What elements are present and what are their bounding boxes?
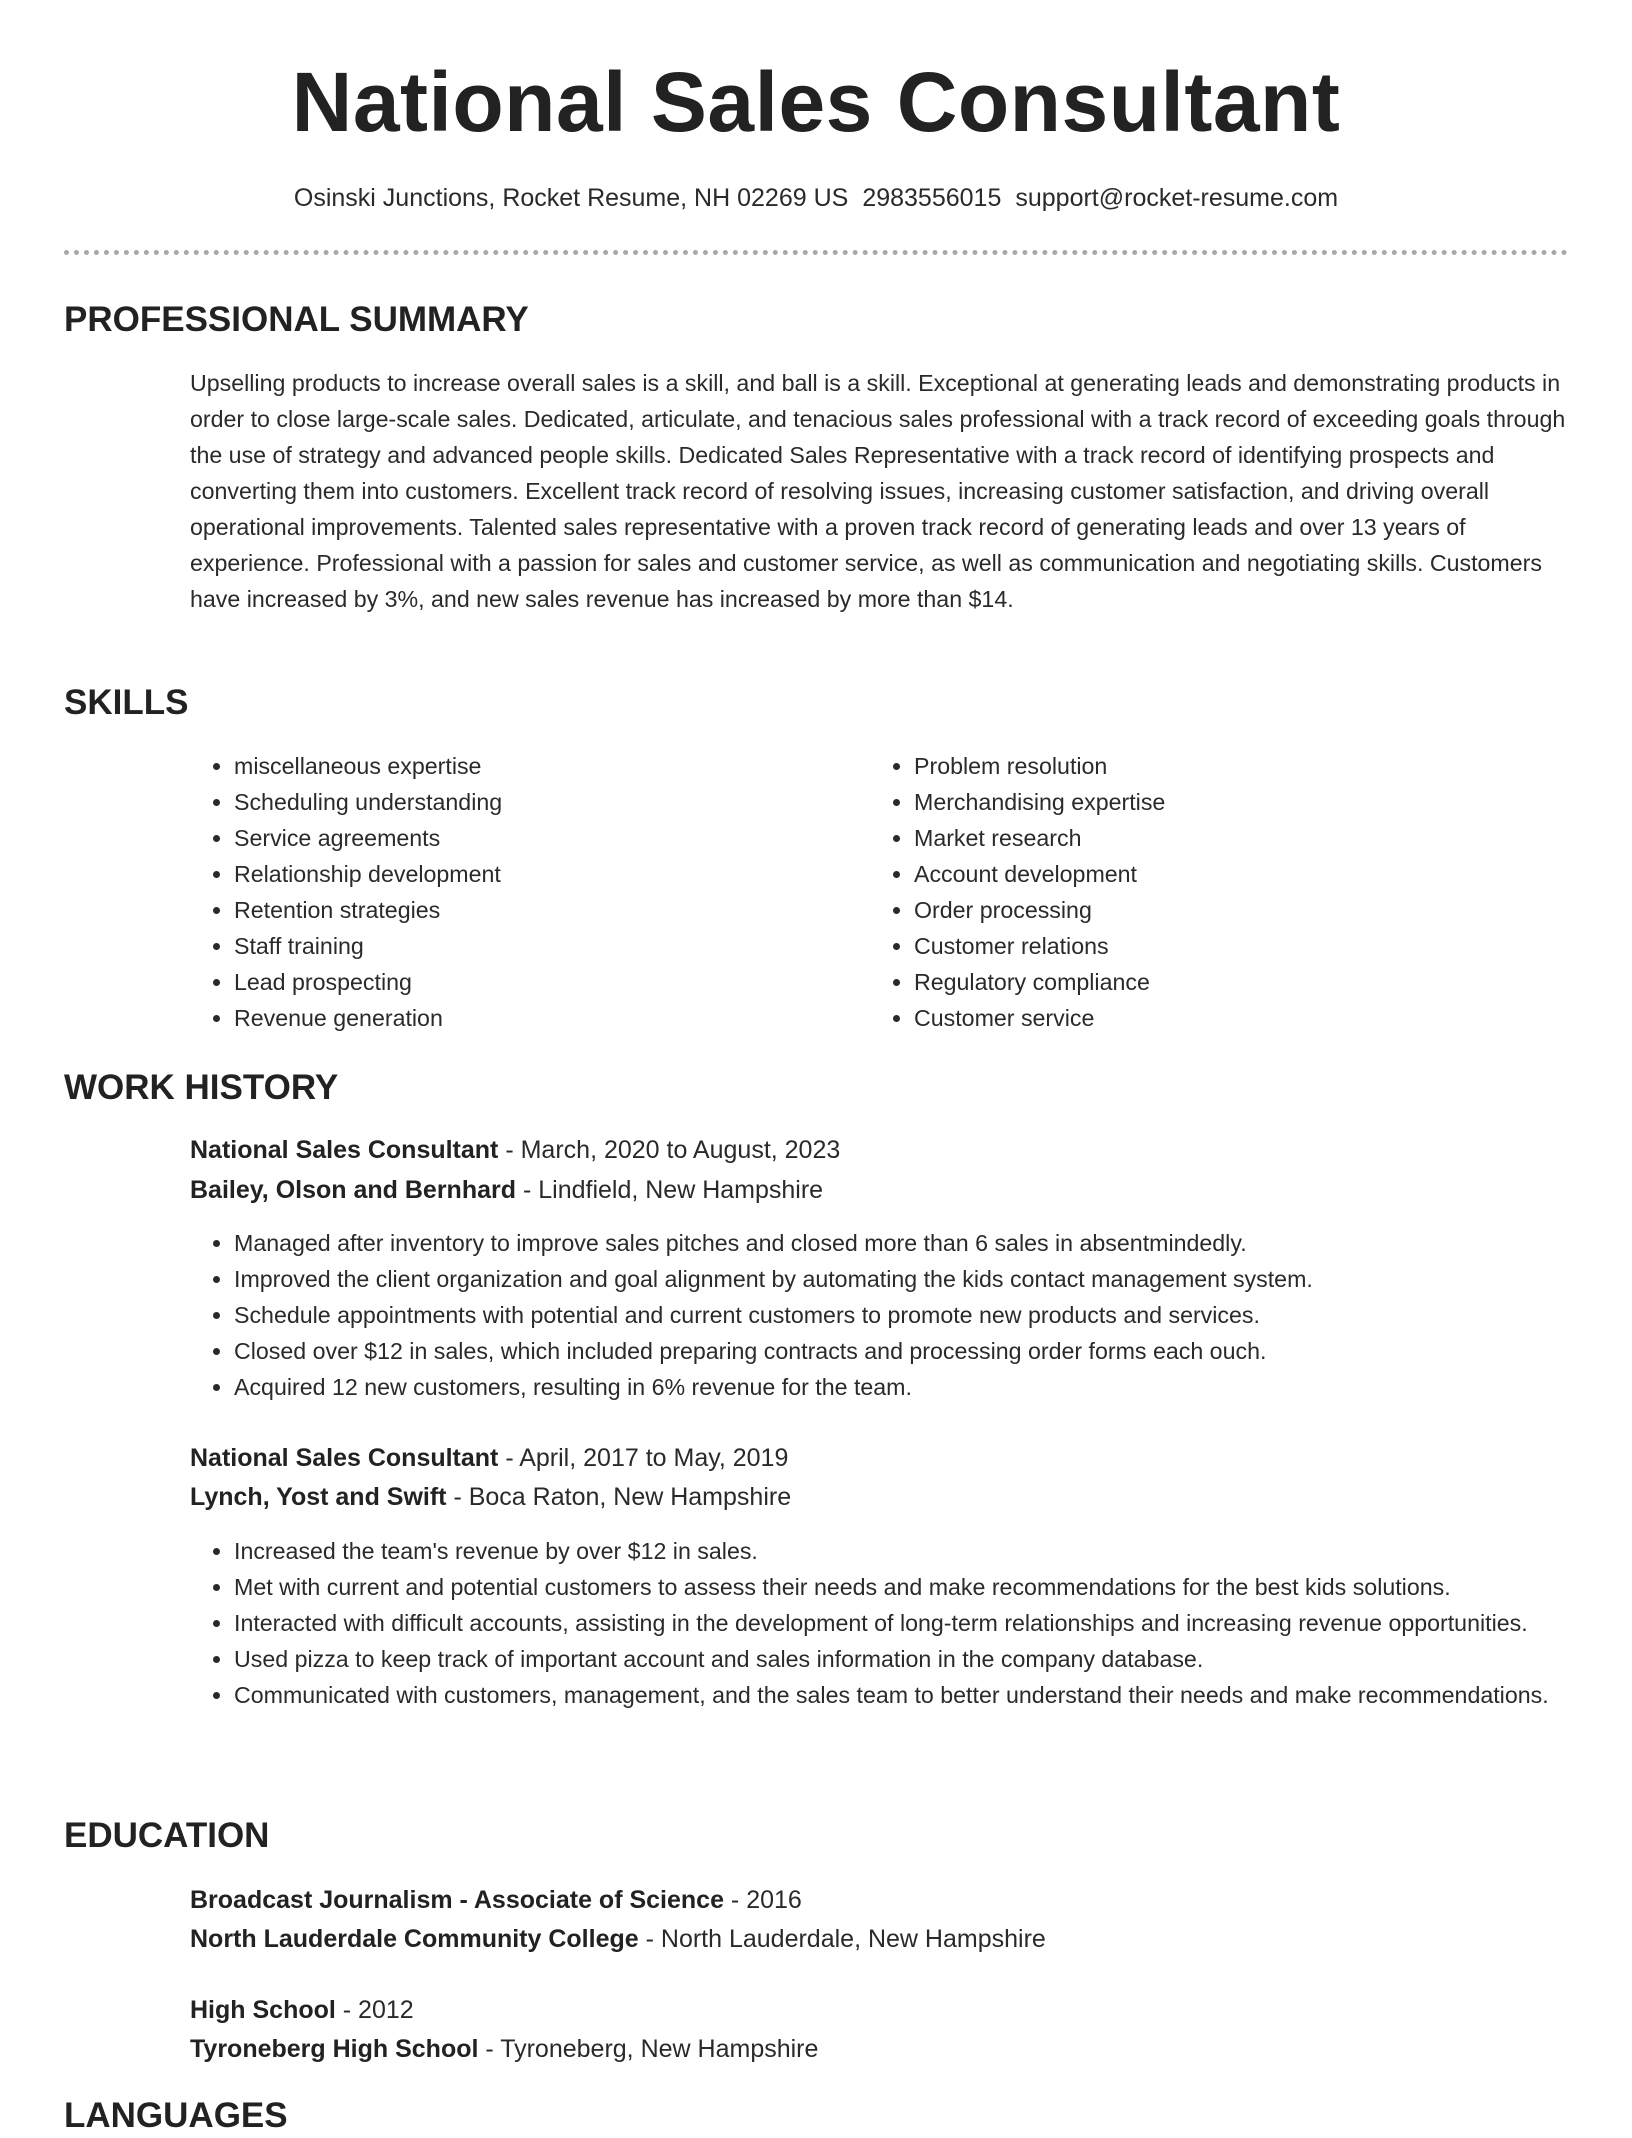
list-item: • Interacted with difficult accounts, assisting in the development of long-term relationships and increasing revenue opportunities.	[234, 1605, 1580, 1641]
education-year: - 2012	[335, 1996, 414, 2024]
list-item: • Closed over $12 in sales, which included preparing contracts and processing order forms each ouch.	[234, 1333, 1580, 1369]
education-school: Tyroneberg High School	[190, 2035, 479, 2063]
resume-name: National Sales Consultant	[291, 55, 1341, 149]
skill-item: • Retention strategies	[234, 892, 830, 928]
skill-item: • Customer relations	[914, 928, 1550, 964]
list-item: • Communicated with customers, management, and the sales team to better understand their needs and make recommendations.	[234, 1677, 1580, 1713]
education-school-line	[190, 1920, 1046, 1958]
skills-column-left	[190, 748, 830, 1036]
education-school-line	[190, 2030, 818, 2068]
job-company: Bailey, Olson and Bernhard	[190, 1176, 517, 1204]
skill-item: • Staff training	[234, 928, 830, 964]
job-company-line	[190, 1171, 823, 1209]
skill-item: • Service agreements	[234, 820, 830, 856]
job-title-line	[190, 1131, 840, 1169]
section-title-education: EDUCATION	[64, 1816, 270, 1855]
job-role: National Sales Consultant	[190, 1444, 499, 1472]
list-item: • Improved the client organization and goal alignment by automating the kids contact management system.	[234, 1261, 1580, 1297]
skill-item: • Problem resolution	[914, 748, 1550, 784]
contact-address: Osinski Junctions, Rocket Resume, NH 02269 US	[293, 184, 849, 212]
skill-item: • miscellaneous expertise	[234, 748, 830, 784]
education-location: - Tyroneberg, New Hampshire	[478, 2035, 819, 2063]
skill-item: • Scheduling understanding	[234, 784, 830, 820]
summary-text: Upselling products to increase overall sales is a skill, and ball is a skill. Exceptional at generating leads and demonstrating products in order to close large-scale sales. Dedicated, articulate, and tenacious sales professional with a track record of exceeding goals through the use of strategy and advanced people skills. Dedicated Sales Representative with a track record of identifying prospects and converting them into customers. Excellent track record of resolving issues, increasing customer satisfaction, and driving overall operational improvements. Talented sales representative with a proven track record of generating leads and over 13 years of experience. Professional with a passion for sales and customer service, as well as communication and negotiating skills. Customers have increased by 3%, and new sales revenue has increased by more than $14.	[190, 370, 1566, 612]
job-dates: - April, 2017 to May, 2019	[498, 1444, 789, 1472]
job-location: - Boca Raton, New Hampshire	[446, 1483, 792, 1511]
job-title-line	[190, 1439, 788, 1477]
skill-item: • Order processing	[914, 892, 1550, 928]
section-title-skills: SKILLS	[64, 683, 189, 722]
contact-email: support@rocket-resume.com	[1015, 184, 1339, 212]
job-company-line	[190, 1478, 791, 1516]
job-role: National Sales Consultant	[190, 1136, 499, 1164]
skills-list-left	[190, 748, 830, 1036]
job-duties	[190, 1533, 1580, 1713]
list-item: • Met with current and potential customers to assess their needs and make recommendations for the best kids solutions.	[234, 1569, 1580, 1605]
list-item: • Schedule appointments with potential and current customers to promote new products and services.	[234, 1297, 1580, 1333]
skill-item: • Relationship development	[234, 856, 830, 892]
education-degree: High School	[190, 1996, 336, 2024]
list-item: • Acquired 12 new customers, resulting in 6% revenue for the team.	[234, 1369, 1580, 1405]
contact-phone: 2983556015	[862, 184, 1002, 212]
skill-item: • Merchandising expertise	[914, 784, 1550, 820]
list-item: • Used pizza to keep track of important account and sales information in the company database.	[234, 1641, 1580, 1677]
skill-item: • Customer service	[914, 1000, 1550, 1036]
list-item: • Increased the team's revenue by over $12 in sales.	[234, 1533, 1580, 1569]
education-year: - 2016	[723, 1886, 802, 1914]
list-item: • Managed after inventory to improve sales pitches and closed more than 6 sales in absentmindedly.	[234, 1225, 1580, 1261]
education-location: - North Lauderdale, New Hampshire	[638, 1925, 1046, 1953]
section-title-languages: LANGUAGES	[64, 2096, 288, 2135]
job-duties-list	[190, 1533, 1580, 1713]
job-duties-list	[190, 1225, 1580, 1405]
education-degree-line	[190, 1881, 802, 1919]
education-degree: Broadcast Journalism - Associate of Science	[190, 1886, 724, 1914]
skill-item: • Market research	[914, 820, 1550, 856]
contact-line	[0, 180, 1632, 216]
skill-item: • Lead prospecting	[234, 964, 830, 1000]
skill-item: • Account development	[914, 856, 1550, 892]
skill-item: • Regulatory compliance	[914, 964, 1550, 1000]
job-duties	[190, 1225, 1580, 1405]
section-title-summary: PROFESSIONAL SUMMARY	[64, 300, 529, 339]
education-school: North Lauderdale Community College	[190, 1925, 639, 1953]
skill-item: • Revenue generation	[234, 1000, 830, 1036]
skills-list-right	[870, 748, 1550, 1036]
header-divider	[64, 250, 1568, 255]
section-title-work-history: WORK HISTORY	[64, 1068, 339, 1107]
education-degree-line	[190, 1991, 414, 2029]
job-company: Lynch, Yost and Swift	[190, 1483, 447, 1511]
job-dates: - March, 2020 to August, 2023	[498, 1136, 841, 1164]
skills-column-right	[870, 748, 1550, 1036]
job-location: - Lindfield, New Hampshire	[516, 1176, 824, 1204]
